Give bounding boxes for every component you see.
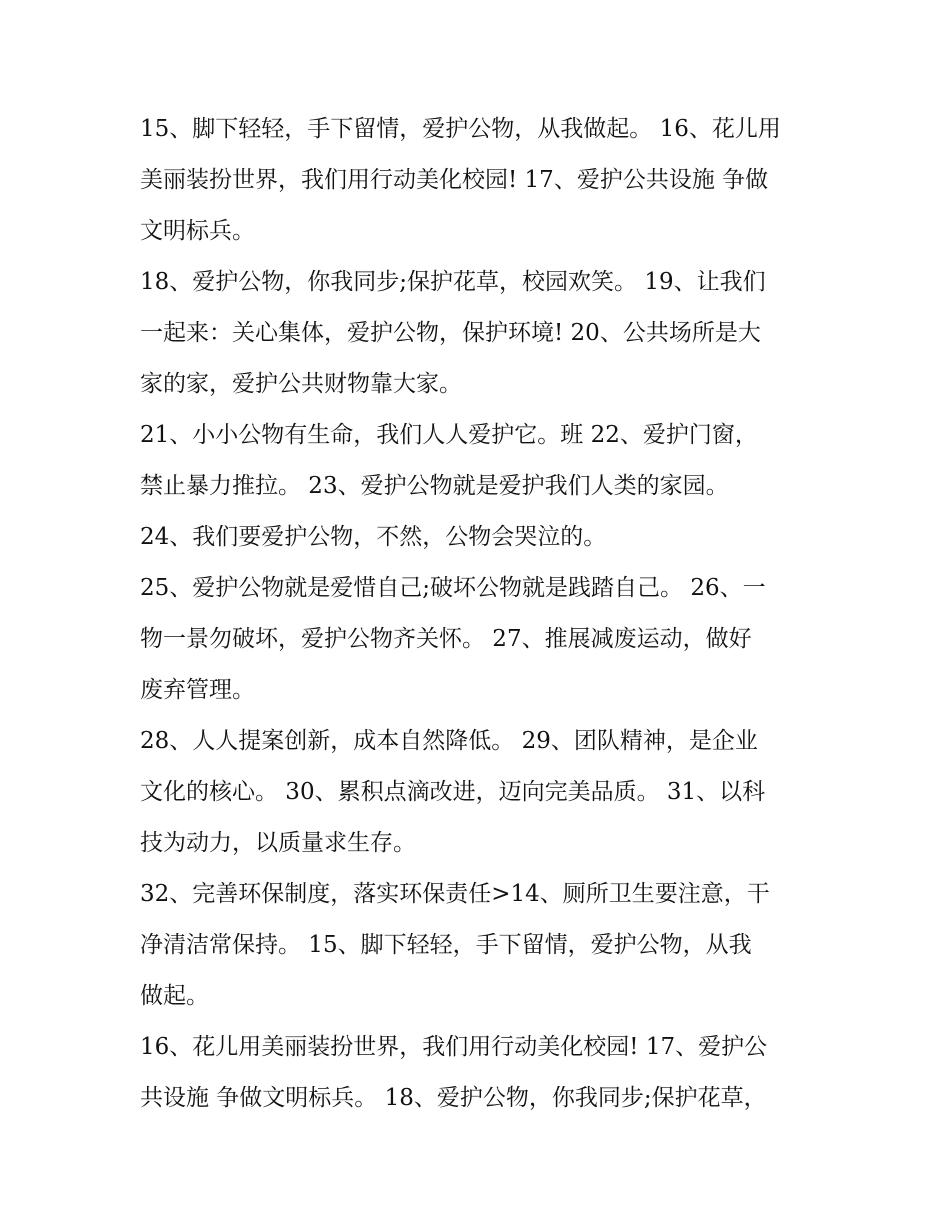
text-line: 文明标兵。 — [140, 218, 255, 244]
text-line: 文化的核心。 30、累积点滴改进，迈向完美品质。 31、以科 — [140, 779, 766, 805]
text-line: 21、小小公物有生命，我们人人爱护它。班 22、爱护门窗， — [140, 422, 758, 448]
text-line: 物一景勿破坏，爱护公物齐关怀。 27、推展减废运动，做好 — [140, 626, 752, 652]
text-line: 25、爱护公物就是爱惜自己;破坏公物就是践踏自己。 26、一 — [140, 575, 766, 601]
text-line: 家的家，爱护公共财物靠大家。 — [140, 371, 462, 397]
text-line: 禁止暴力推拉。 23、爱护公物就是爱护我们人类的家园。 — [140, 473, 729, 499]
text-line: 净清洁常保持。 15、脚下轻轻，手下留情，爱护公物，从我 — [140, 932, 752, 958]
text-line: 18、爱护公物，你我同步;保护花草，校园欢笑。 19、让我们 — [140, 269, 766, 295]
text-line: 技为动力，以质量求生存。 — [140, 830, 416, 856]
text-line: 废弃管理。 — [140, 677, 255, 703]
text-line: 共设施 争做文明标兵。 18、爱护公物，你我同步;保护花草， — [140, 1085, 767, 1111]
text-line: 一起来：关心集体，爱护公物，保护环境! 20、公共场所是大 — [140, 320, 761, 346]
text-line: 24、我们要爱护公物，不然，公物会哭泣的。 — [140, 524, 607, 550]
text-line: 美丽装扮世界，我们用行动美化校园! 17、爱护公共设施 争做 — [140, 167, 769, 193]
text-line: 28、人人提案创新，成本自然降低。 29、团队精神，是企业 — [140, 728, 758, 754]
text-line: 16、花儿用美丽装扮世界，我们用行动美化校园! 17、爱护公 — [140, 1034, 768, 1060]
text-line: 做起。 — [140, 983, 209, 1009]
document-page — [140, 104, 810, 1124]
text-line: 32、完善环保制度，落实环保责任>14、厕所卫生要注意，干 — [140, 881, 770, 907]
text-line: 15、脚下轻轻，手下留情，爱护公物，从我做起。 16、花儿用 — [140, 116, 781, 142]
